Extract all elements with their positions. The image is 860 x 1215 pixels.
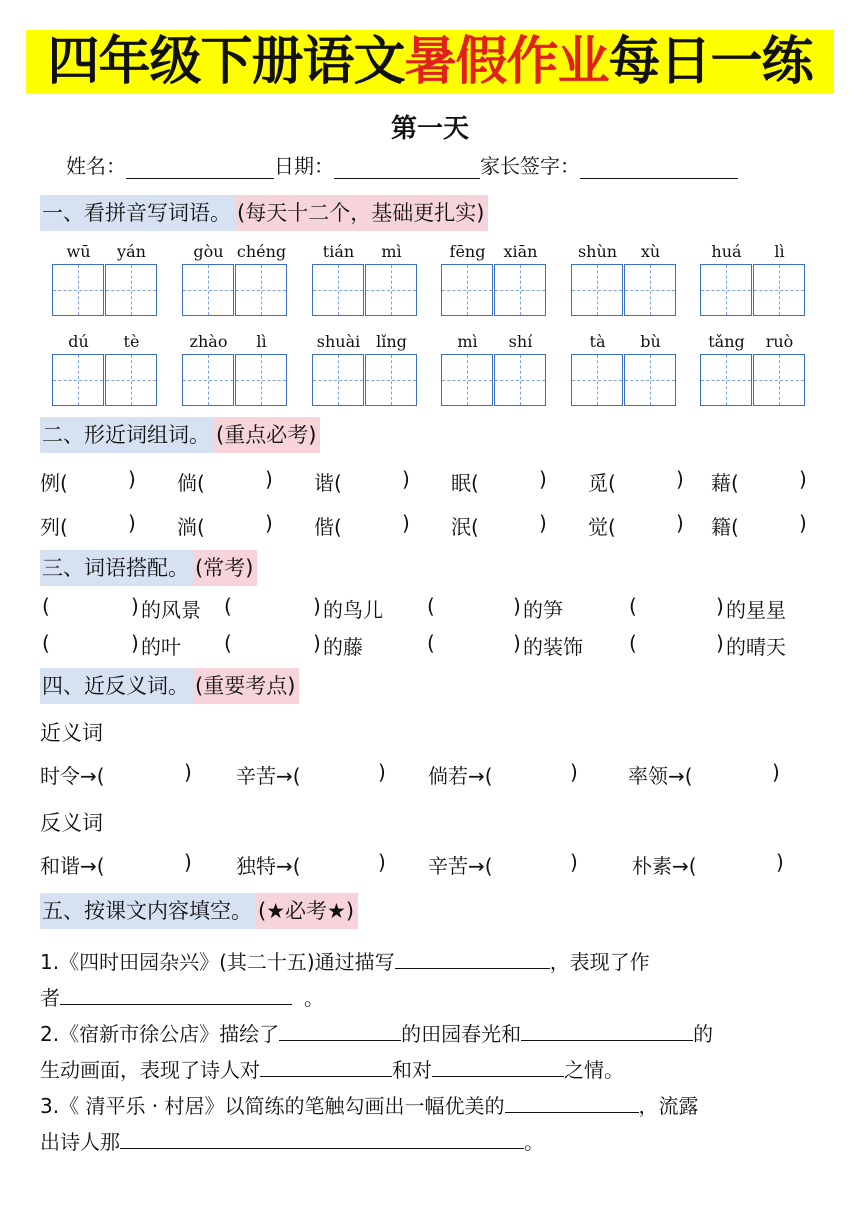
similar-char-prompt: 觉( bbox=[588, 515, 616, 539]
name-label: 姓名： bbox=[66, 154, 126, 178]
section-5-heading bbox=[40, 893, 358, 929]
fill-q2-line1 bbox=[40, 1016, 713, 1052]
pinyin-syllable: xù bbox=[640, 242, 661, 261]
character-writing-box[interactable] bbox=[700, 354, 752, 406]
pinyin-syllable: huá bbox=[711, 242, 742, 261]
pinyin-syllable: gòu bbox=[193, 242, 224, 261]
synonyms-answer-close[interactable]: ) bbox=[772, 760, 780, 784]
similar-char-prompt: 倘( bbox=[177, 471, 205, 495]
similar-char-prompt: 偕( bbox=[314, 515, 342, 539]
similar-answer-close[interactable]: ) bbox=[676, 467, 684, 491]
fill-q2-text3: 的 bbox=[693, 1022, 714, 1046]
pinyin-syllable: fēng bbox=[449, 242, 486, 261]
similar-answer-close[interactable]: ) bbox=[128, 467, 136, 491]
fill-q2-text6: 之情。 bbox=[564, 1058, 624, 1082]
character-writing-box[interactable] bbox=[235, 264, 287, 316]
fill-q2-line2 bbox=[40, 1052, 624, 1088]
character-writing-box[interactable] bbox=[312, 264, 364, 316]
fill-q2-text4: 生动画面，表现了诗人对 bbox=[40, 1058, 260, 1082]
similar-answer-close[interactable]: ) bbox=[799, 467, 807, 491]
collocation-blank-close: ) bbox=[313, 594, 321, 618]
character-writing-box[interactable] bbox=[753, 354, 805, 406]
pinyin-syllable: zhào bbox=[189, 332, 228, 351]
pinyin-syllable: dú bbox=[68, 332, 89, 351]
character-writing-box[interactable] bbox=[571, 354, 623, 406]
collocation-blank-close: ) bbox=[716, 594, 724, 618]
collocation-word: 的鸟儿 bbox=[323, 598, 383, 622]
pinyin-syllable: mì bbox=[457, 332, 478, 351]
similar-answer-close[interactable]: ) bbox=[265, 467, 273, 491]
fill-q2-blank2[interactable] bbox=[521, 1016, 693, 1041]
page-banner bbox=[26, 30, 834, 94]
character-writing-box[interactable] bbox=[441, 264, 493, 316]
fill-q2-blank3[interactable] bbox=[260, 1052, 392, 1077]
banner-title-highlight: 暑假作业 bbox=[404, 32, 609, 92]
section-2-note: (重点必考) bbox=[214, 417, 320, 453]
character-writing-box[interactable] bbox=[494, 264, 546, 316]
synonyms-answer-close[interactable]: ) bbox=[378, 760, 386, 784]
pinyin-syllable: shí bbox=[508, 332, 533, 351]
similar-answer-close[interactable]: ) bbox=[265, 511, 273, 535]
banner-title-part1: 四年级下册语文 bbox=[47, 32, 405, 92]
pinyin-syllable: lì bbox=[256, 332, 267, 351]
synonyms-answer-close[interactable]: ) bbox=[570, 760, 578, 784]
section-1-heading bbox=[40, 195, 488, 231]
antonyms-prompt: 和谐→( bbox=[40, 854, 105, 878]
parent-signature-field[interactable] bbox=[580, 156, 738, 179]
parent-signature-label: 家长签字： bbox=[480, 154, 580, 178]
collocation-blank-close: ) bbox=[131, 594, 139, 618]
fill-q1-text: 1.《四时田园杂兴》(其二十五)通过描写 bbox=[40, 950, 395, 974]
character-writing-box[interactable] bbox=[494, 354, 546, 406]
pinyin-syllable: shuài bbox=[316, 332, 361, 351]
synonyms-prompt: 辛苦→( bbox=[236, 764, 301, 788]
character-writing-box[interactable] bbox=[365, 354, 417, 406]
fill-q3-line1 bbox=[40, 1088, 699, 1124]
similar-answer-close[interactable]: ) bbox=[402, 511, 410, 535]
antonyms-answer-close[interactable]: ) bbox=[776, 850, 784, 874]
section-2-heading bbox=[40, 417, 320, 453]
fill-q2-blank1[interactable] bbox=[279, 1016, 401, 1041]
character-writing-box[interactable] bbox=[52, 264, 104, 316]
fill-q3-text: 3.《 清平乐 · 村居》以简练的笔触勾画出一幅优美的 bbox=[40, 1094, 505, 1118]
collocation-blank-open[interactable]: ( bbox=[224, 631, 232, 655]
fill-q1-blank2[interactable] bbox=[60, 980, 292, 1005]
pinyin-syllable: mì bbox=[381, 242, 402, 261]
fill-q3-blank1[interactable] bbox=[505, 1088, 639, 1113]
collocation-blank-open[interactable]: ( bbox=[629, 594, 637, 618]
similar-char-prompt: 籍( bbox=[711, 515, 739, 539]
similar-char-prompt: 列( bbox=[40, 515, 68, 539]
banner-title-part3: 每日一练 bbox=[608, 32, 813, 92]
collocation-blank-close: ) bbox=[313, 631, 321, 655]
character-writing-box[interactable] bbox=[753, 264, 805, 316]
pinyin-syllable: tè bbox=[123, 332, 140, 351]
pinyin-syllable: tǎng bbox=[708, 332, 745, 351]
day-title: 第一天 bbox=[390, 114, 469, 144]
pinyin-syllable: wū bbox=[66, 242, 91, 261]
pinyin-syllable: shùn bbox=[577, 242, 618, 261]
collocation-blank-open[interactable]: ( bbox=[42, 594, 50, 618]
collocation-blank-close: ) bbox=[513, 631, 521, 655]
collocation-blank-open[interactable]: ( bbox=[629, 631, 637, 655]
character-writing-box[interactable] bbox=[441, 354, 493, 406]
collocation-word: 的藤 bbox=[323, 635, 363, 659]
character-writing-box[interactable] bbox=[105, 354, 157, 406]
character-writing-box[interactable] bbox=[624, 264, 676, 316]
section-5-title: 五、按课文内容填空。 bbox=[40, 893, 256, 929]
fill-q1-text3: 者 bbox=[40, 986, 60, 1010]
collocation-blank-close: ) bbox=[716, 631, 724, 655]
fill-q3-text3: 出诗人那 bbox=[40, 1130, 120, 1154]
fill-q1-blank1[interactable] bbox=[395, 944, 550, 969]
collocation-word: 的风景 bbox=[141, 598, 201, 622]
antonyms-answer-close[interactable]: ) bbox=[378, 850, 386, 874]
collocation-blank-close: ) bbox=[131, 631, 139, 655]
character-writing-box[interactable] bbox=[365, 264, 417, 316]
name-field[interactable] bbox=[126, 156, 274, 179]
character-writing-box[interactable] bbox=[52, 354, 104, 406]
fill-q2-blank4[interactable] bbox=[432, 1052, 564, 1077]
collocation-word: 的晴天 bbox=[726, 635, 786, 659]
antonyms-prompt: 朴素→( bbox=[632, 854, 697, 878]
section-5-note: (★必考★) bbox=[256, 893, 358, 929]
collocation-word: 的叶 bbox=[141, 635, 181, 659]
synonyms-label: 近义词 bbox=[40, 721, 103, 745]
section-3-heading bbox=[40, 550, 257, 586]
similar-answer-close[interactable]: ) bbox=[128, 511, 136, 535]
similar-answer-close[interactable]: ) bbox=[539, 511, 547, 535]
section-4-heading bbox=[40, 668, 299, 704]
similar-char-prompt: 谐( bbox=[314, 471, 342, 495]
pinyin-syllable: tà bbox=[589, 332, 606, 351]
pinyin-syllable: tián bbox=[322, 242, 355, 261]
fill-q2-text5: 和对 bbox=[392, 1058, 432, 1082]
collocation-blank-open[interactable]: ( bbox=[427, 594, 435, 618]
pinyin-syllable: bù bbox=[640, 332, 661, 351]
pinyin-syllable: xiān bbox=[503, 242, 538, 261]
fill-q2-text: 2.《宿新市徐公店》描绘了 bbox=[40, 1022, 280, 1046]
synonyms-prompt: 时令→( bbox=[40, 764, 105, 788]
character-writing-box[interactable] bbox=[182, 264, 234, 316]
pinyin-syllable: chéng bbox=[236, 242, 287, 261]
character-writing-box[interactable] bbox=[105, 264, 157, 316]
character-writing-box[interactable] bbox=[700, 264, 752, 316]
synonyms-prompt: 率领→( bbox=[628, 764, 693, 788]
similar-char-prompt: 例( bbox=[40, 471, 68, 495]
similar-char-prompt: 眠( bbox=[451, 471, 479, 495]
fill-q1-line1 bbox=[40, 944, 650, 980]
character-writing-box[interactable] bbox=[312, 354, 364, 406]
similar-answer-close[interactable]: ) bbox=[676, 511, 684, 535]
section-4-title: 四、近反义词。 bbox=[40, 668, 193, 704]
fill-q1-text2: ，表现了作 bbox=[549, 950, 650, 974]
section-4-note: (重要考点) bbox=[193, 668, 299, 704]
fill-q1-line2 bbox=[40, 980, 324, 1016]
collocation-blank-open[interactable]: ( bbox=[42, 631, 50, 655]
similar-char-prompt: 觅( bbox=[588, 471, 616, 495]
collocation-word: 的装饰 bbox=[523, 635, 583, 659]
collocation-blank-open[interactable]: ( bbox=[427, 631, 435, 655]
synonyms-prompt: 倘若→( bbox=[428, 764, 493, 788]
similar-answer-close[interactable]: ) bbox=[539, 467, 547, 491]
similar-char-prompt: 泯( bbox=[451, 515, 479, 539]
section-1-note: (每天十二个，基础更扎实) bbox=[235, 195, 488, 231]
pinyin-syllable: yán bbox=[117, 242, 146, 261]
similar-answer-close[interactable]: ) bbox=[799, 511, 807, 535]
fill-q2-text2: 的田园春光和 bbox=[401, 1022, 522, 1046]
antonyms-answer-close[interactable]: ) bbox=[570, 850, 578, 874]
date-field[interactable] bbox=[334, 156, 480, 179]
fill-q3-end: 。 bbox=[524, 1130, 544, 1154]
student-info-row bbox=[66, 150, 738, 179]
similar-char-prompt: 淌( bbox=[177, 515, 205, 539]
collocation-word: 的笋 bbox=[523, 598, 563, 622]
fill-q3-text2: ，流露 bbox=[638, 1094, 699, 1118]
collocation-blank-open[interactable]: ( bbox=[224, 594, 232, 618]
antonyms-prompt: 独特→( bbox=[236, 854, 301, 878]
section-1-title: 一、看拼音写词语。 bbox=[40, 195, 235, 231]
pinyin-syllable: lǐng bbox=[376, 332, 407, 351]
antonyms-prompt: 辛苦→( bbox=[428, 854, 493, 878]
pinyin-syllable: lì bbox=[774, 242, 785, 261]
fill-q3-blank2[interactable] bbox=[120, 1124, 524, 1149]
fill-q3-line2 bbox=[40, 1124, 544, 1160]
character-writing-box[interactable] bbox=[235, 354, 287, 406]
section-3-note: (常考) bbox=[193, 550, 257, 586]
similar-answer-close[interactable]: ) bbox=[402, 467, 410, 491]
character-writing-box[interactable] bbox=[624, 354, 676, 406]
section-3-title: 三、词语搭配。 bbox=[40, 550, 193, 586]
collocation-blank-close: ) bbox=[513, 594, 521, 618]
similar-char-prompt: 藉( bbox=[711, 471, 739, 495]
antonyms-answer-close[interactable]: ) bbox=[184, 850, 192, 874]
collocation-word: 的星星 bbox=[726, 598, 786, 622]
pinyin-syllable: ruò bbox=[765, 332, 794, 351]
date-label: 日期： bbox=[274, 154, 334, 178]
character-writing-box[interactable] bbox=[182, 354, 234, 406]
fill-q1-end: 。 bbox=[304, 986, 324, 1010]
synonyms-answer-close[interactable]: ) bbox=[184, 760, 192, 784]
character-writing-box[interactable] bbox=[571, 264, 623, 316]
antonyms-label: 反义词 bbox=[40, 811, 103, 835]
section-2-title: 二、形近词组词。 bbox=[40, 417, 214, 453]
